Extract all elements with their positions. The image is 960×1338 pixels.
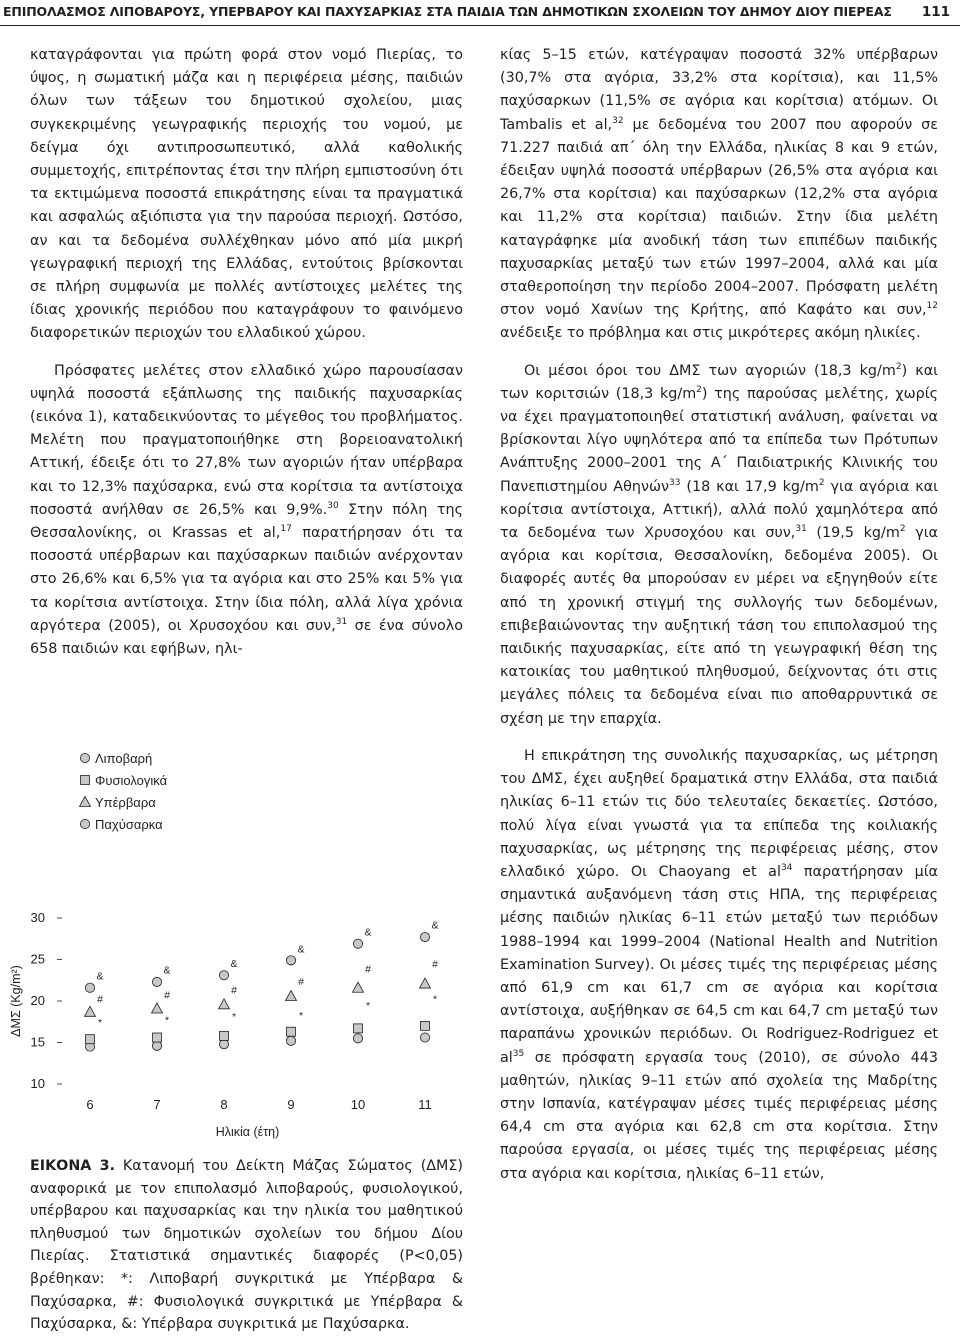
citation-ref: 31 (795, 524, 807, 535)
data-point (152, 1041, 161, 1050)
citation-ref: 34 (780, 863, 793, 874)
y-axis-title: ΔΜΣ (Kg/m²) (9, 965, 23, 1037)
data-point (421, 1021, 430, 1030)
data-point (85, 1006, 96, 1016)
x-tick-label: 7 (153, 1097, 161, 1112)
data-point (219, 999, 230, 1009)
legend-marker (80, 797, 91, 807)
citation-ref: 31 (335, 617, 348, 628)
significance-marker: * (231, 1010, 237, 1023)
citation-ref: 12 (926, 301, 938, 312)
y-tick-label: 15 (30, 1034, 45, 1050)
y-tick-label: 10 (30, 1076, 45, 1091)
left-paragraph-1: καταγράφονται για πρώτη φορά στον νομό Πιερίας, το ύψος, η σωματική μάζα και η περιφέρεια μέσης, παιδιών όλων των τάξεων του δημοτικού σχολείου, μιας συγκεκριμένης γεωγραφικής περιοχής του νομού, με δείγμα όχι αντιπροσωπευτικό, αλλά καθολικής συμμετοχής, επιτρέποντας έτσι την πλήρη εμπιστοσύνη ότι τα εκτιμώμενα ποσοστά επικράτησης είναι τα πραγματικά και ασφαλώς αξιόπιστα για την παρούσα περιοχή. Ωστόσο, αν και τα δεδομένα συλλέχθηκαν μόνο από μία μικρή γεωγραφική περιοχή της Ελλάδας, εντούτοις βρίσκονται σε πλήρη συμφωνία με πολλές αντίστοιχες μελέτες της ίδιας χρονικής περιόδου που καταγράφουν το φαινόμενο διαφορετικών περιοχών του ελλαδικού χώρου. (30, 47, 463, 342)
data-point (219, 971, 228, 980)
significance-marker: * (298, 1010, 304, 1023)
significance-marker: * (164, 1014, 170, 1027)
data-point (353, 939, 362, 948)
legend-marker (80, 753, 89, 762)
data-point (420, 978, 431, 988)
significance-marker: & (163, 964, 171, 977)
citation-ref: 35 (512, 1048, 525, 1059)
running-title: ΕΠΙΠΟΛΑΣΜΟΣ ΛΙΠΟΒΑΡΟΥΣ, ΥΠΕΡΒΑΡΟΥ ΚΑΙ ΠΑΧΥΣΑΡΚΙΑΣ ΣΤΑ ΠΑΙΔΙΑ ΤΩΝ ΔΗΜΟΤΙΚΩΝ ΣΧΟΛΕΙΩΝ ΤΟΥ ΔΗΜΟΥ ΔΙΟΥ ΠΙΕΡΕΑΣ (3, 4, 892, 19)
right-column (500, 44, 938, 1186)
bmi-scatter-chart (0, 738, 470, 1150)
citation-ref: 33 (669, 477, 681, 488)
significance-marker: & (96, 970, 104, 983)
data-point (152, 1003, 163, 1013)
data-point (420, 932, 429, 941)
legend-label: Παχύσαρκα (95, 817, 163, 832)
caption-text: Κατανομή του Δείκτη Μάζας Σώματος (ΔΜΣ) αναφορικά με τον επιπολασμό λιποβαρούς, φυσιολογικού, υπέρβαρου και παχυσαρκίας και την ηλικία του μαθητικού πληθυσμού των δημοτικών σχολείων του δήμου Δίου Πιερίας. Στατιστικά σημαντικές διαφορές (P<0,05) βρέθηκαν: *: Λιποβαρή συγκριτικά με Υπέρβαρα & Παχύσαρκα, #: Φυσιολογικά συγκριτικά με Υπέρβαρα & Παχύσαρκα, &: Υπέρβαρα συγκριτικά με Παχύσαρκα. (30, 1158, 463, 1333)
significance-marker: # (231, 984, 237, 997)
right-paragraph-2: Οι μέσοι όροι του ΔΜΣ των αγοριών (18,3 $kg/m^2$) και των κοριτσιών (18,3 $kg/m^2$) της παρούσας μελέτης, χωρίς να έχει πραγματοποιηθεί στατιστική ανάλυση, φαίνεται να βρίσκονται λίγο υψηλότερα από τα επίπεδα των Πρότυπων Ανάπτυξης 2000–2001 της Α΄ Παιδιατρικής Κλινικής του Πανεπιστημίου Αθηνών$^{33}$ (18 και 17,9 $kg/m^2$ για αγόρια και κορίτσια αντίστοιχα, Αττική), αλλά πολύ χαμηλότερα από τα δεδομένα των Χρυσοχόου και συν,$^{31}$ (19,5 $kg/m^2$ για αγόρια και κορίτσια, Θεσσαλονίκη, δεδομένα 2005). Οι διαφορές αυτές θα μπορούσαν εν μέρει να εξηγηθούν είτε από τη χρονική στιγμή της συλλογής των δεδομένων, επιβεβαιώνοντας την αυξητική τάση του επιπολασμού της παιδικής παχυσαρκίας, είτε από τη γεωγραφική θέση της κατοικίας του μαθητικού πληθυσμού, δείχνοντας ότι στις μεγάλες πόλεις τα δεδομένα είναι πιο αποθαρρυντικά σε σχέση με την επαρχία. (500, 361, 938, 727)
right-paragraph-3: Η επικράτηση της συνολικής παχυσαρκίας, ως μέτρηση του ΔΜΣ, έχει αυξηθεί δραματικά στην Ελλάδα, στα παιδιά ηλικίας 6–11 ετών τις δύο τελευταίες δεκαετίες. Ωστόσο, πολύ λίγα είναι γνωστά για τα επίπεδα της κοιλιακής παχυσαρκίας, ως μέτρησης της περιφέρειας μέσης, στον ελλαδικό χώρο. Οι Chaoyang et $al^{34}$ παρατήρησαν μία σημαντικά αυξανόμενη τάση στις ΗΠΑ, της περιφέρειας μέσης παιδιών ηλικίας 6–11 ετών μεταξύ των περιόδων 1988–1994 και 1999–2004 (National Health and Nutrition Examination Survey). Οι μέσες τιμές της περιφέρειας μέσης από 61,9 cm και 61,7 cm σε αγόρια και κορίτσια αντίστοιχα, αυξήθηκαν σε 64,5 cm και 64,7 cm μεταξύ των παραπάνω χρονικών περιόδων. Οι Rodriguez-Rodriguez et $al^{35}$ σε πρόσφατη εργασία τους (2010), σε σύνολο 443 μαθητών, ηλικίας 9–11 ετών από σχολεία της Μαδρίτης στην Ισπανία, κατέγραψαν μέσες τιμές περιφέρειας μέσης 64,4 cm στα αγόρια και 62,8 cm στα κορίτσια. Στην παρούσα εργασία, οι μέσες τιμές της περιφέρειας μέσης στα αγόρια και κορίτσια, ηλικίας 6–11 ετών, (500, 747, 939, 1182)
citation-ref: 17 (280, 524, 292, 535)
data-point (420, 1033, 429, 1042)
data-point (287, 1027, 296, 1036)
left-paragraph-2: Πρόσφατες μελέτες στον ελλαδικό χώρο παρουσίασαν υψηλά ποσοστά εξάπλωσης της παιδικής παχυσαρκίας (εικόνα 1), καταδεικνύοντας το μέγεθος του προβλήματος. Μελέτη που πραγματοποιήθηκε στη βορειοανατολική Αττική, έδειξε ότι το 27,8% των αγοριών ήταν υπέρβαρα και το 12,3% παχύσαρκα, ενώ στα κορίτσια τα αντίστοιχα ποσοστά ανήλθαν σε 26,5% και 9,9%.$^{30}$ Στην πόλη της Θεσσαλονίκης, οι Krassas et al,$^{17}$ παρατήρησαν ότι τα ποσοστά υπέρβαρων και παχύσαρκων παιδιών ανέρχονταν στο 26,6% και 6,5% για τα αγόρια και στο 25% και 5% για τα κορίτσια αντίστοιχα. Στην ίδια πόλη, αλλά λίγα χρόνια αργότερα (2005), οι Χρυσοχόου και συν,$^{31}$ σε ένα σύνολο 658 παιδιών και εφήβων, ηλι- (30, 362, 463, 658)
data-point (353, 982, 364, 992)
x-axis-title: Ηλικία (έτη) (215, 1125, 280, 1139)
significance-marker: * (365, 1000, 371, 1013)
significance-marker: # (432, 958, 438, 971)
citation-ref: 32 (612, 115, 624, 126)
x-tick-label: 9 (287, 1097, 295, 1112)
data-point (85, 983, 94, 992)
x-tick-label: 6 (86, 1097, 94, 1112)
data-point (286, 991, 297, 1001)
significance-marker: * (97, 1016, 103, 1029)
running-header (0, 0, 960, 26)
data-point (354, 1024, 363, 1033)
x-tick-label: 8 (220, 1097, 228, 1112)
significance-marker: * (432, 993, 438, 1006)
data-point (152, 977, 161, 986)
right-paragraph-1: κίας 5–15 ετών, κατέγραψαν ποσοστά 32% υπέρβαρων (30,7% στα αγόρια, 33,2% στα κορίτσια), και 11,5% παχύσαρκων (11,5% σε αγόρια και κορίτσια) ατόμων. Οι Tambalis et al,$^{32}$ με δεδομένα του 2007 που αφορούν σε 71.227 παιδιά απ΄ όλη την Ελλάδα, ηλικίας 8 και 9 ετών, έδειξαν υψηλά ποσοστά υπέρβαρων (26,5% στα αγόρια και 26,7% στα κορίτσια) και παχύσαρκων (12,2% στα αγόρια και 11,2% στα κορίτσια) παιδιών. Στην ίδια μελέτη καταγράφηκε μία ανοδική τάση των επιπέδων παιδικής παχυσαρκίας μεταξύ των ετών 1997–2004, αλλά και μία σταθεροποίηση την περίοδο 2004–2007. Πρόσφατη μελέτη στον νομό Χανίων της Κρήτης, από Καφάτο και συν,$^{12}$ ανέδειξε το πρόβλημα και στις μικρότερες ακόμη ηλικίες. (500, 47, 938, 342)
citation-ref: 30 (327, 501, 339, 512)
x-tick-label: 10 (350, 1097, 366, 1112)
legend-marker (81, 776, 90, 785)
header-rule (0, 25, 960, 26)
data-point (286, 1036, 295, 1045)
x-tick-label: 11 (418, 1097, 432, 1112)
left-column (30, 44, 463, 661)
legend-label: Υπέρβαρα (95, 795, 156, 810)
significance-marker: & (431, 919, 439, 932)
y-tick-label: 20 (30, 993, 45, 1008)
significance-marker: # (298, 976, 304, 989)
data-point (153, 1033, 162, 1042)
legend-label: Λιποβαρή (95, 751, 153, 766)
data-point (286, 956, 295, 965)
significance-marker: & (364, 926, 372, 939)
data-point (353, 1034, 362, 1043)
y-tick-label: 30 (30, 910, 45, 925)
caption-label: ΕΙΚΟΝΑ 3. (30, 1158, 116, 1174)
data-point (86, 1035, 95, 1044)
data-point (220, 1031, 229, 1040)
data-point (219, 1040, 228, 1049)
significance-marker: # (164, 989, 170, 1002)
y-tick-label: 25 (30, 951, 45, 967)
legend-label: Φυσιολογικά (95, 773, 168, 788)
legend-marker (80, 819, 89, 828)
significance-marker: # (365, 963, 371, 976)
significance-marker: & (297, 943, 305, 956)
figure-caption (30, 1155, 463, 1336)
significance-marker: # (97, 993, 103, 1006)
significance-marker: & (230, 957, 238, 970)
page-number: 111 (921, 4, 950, 20)
